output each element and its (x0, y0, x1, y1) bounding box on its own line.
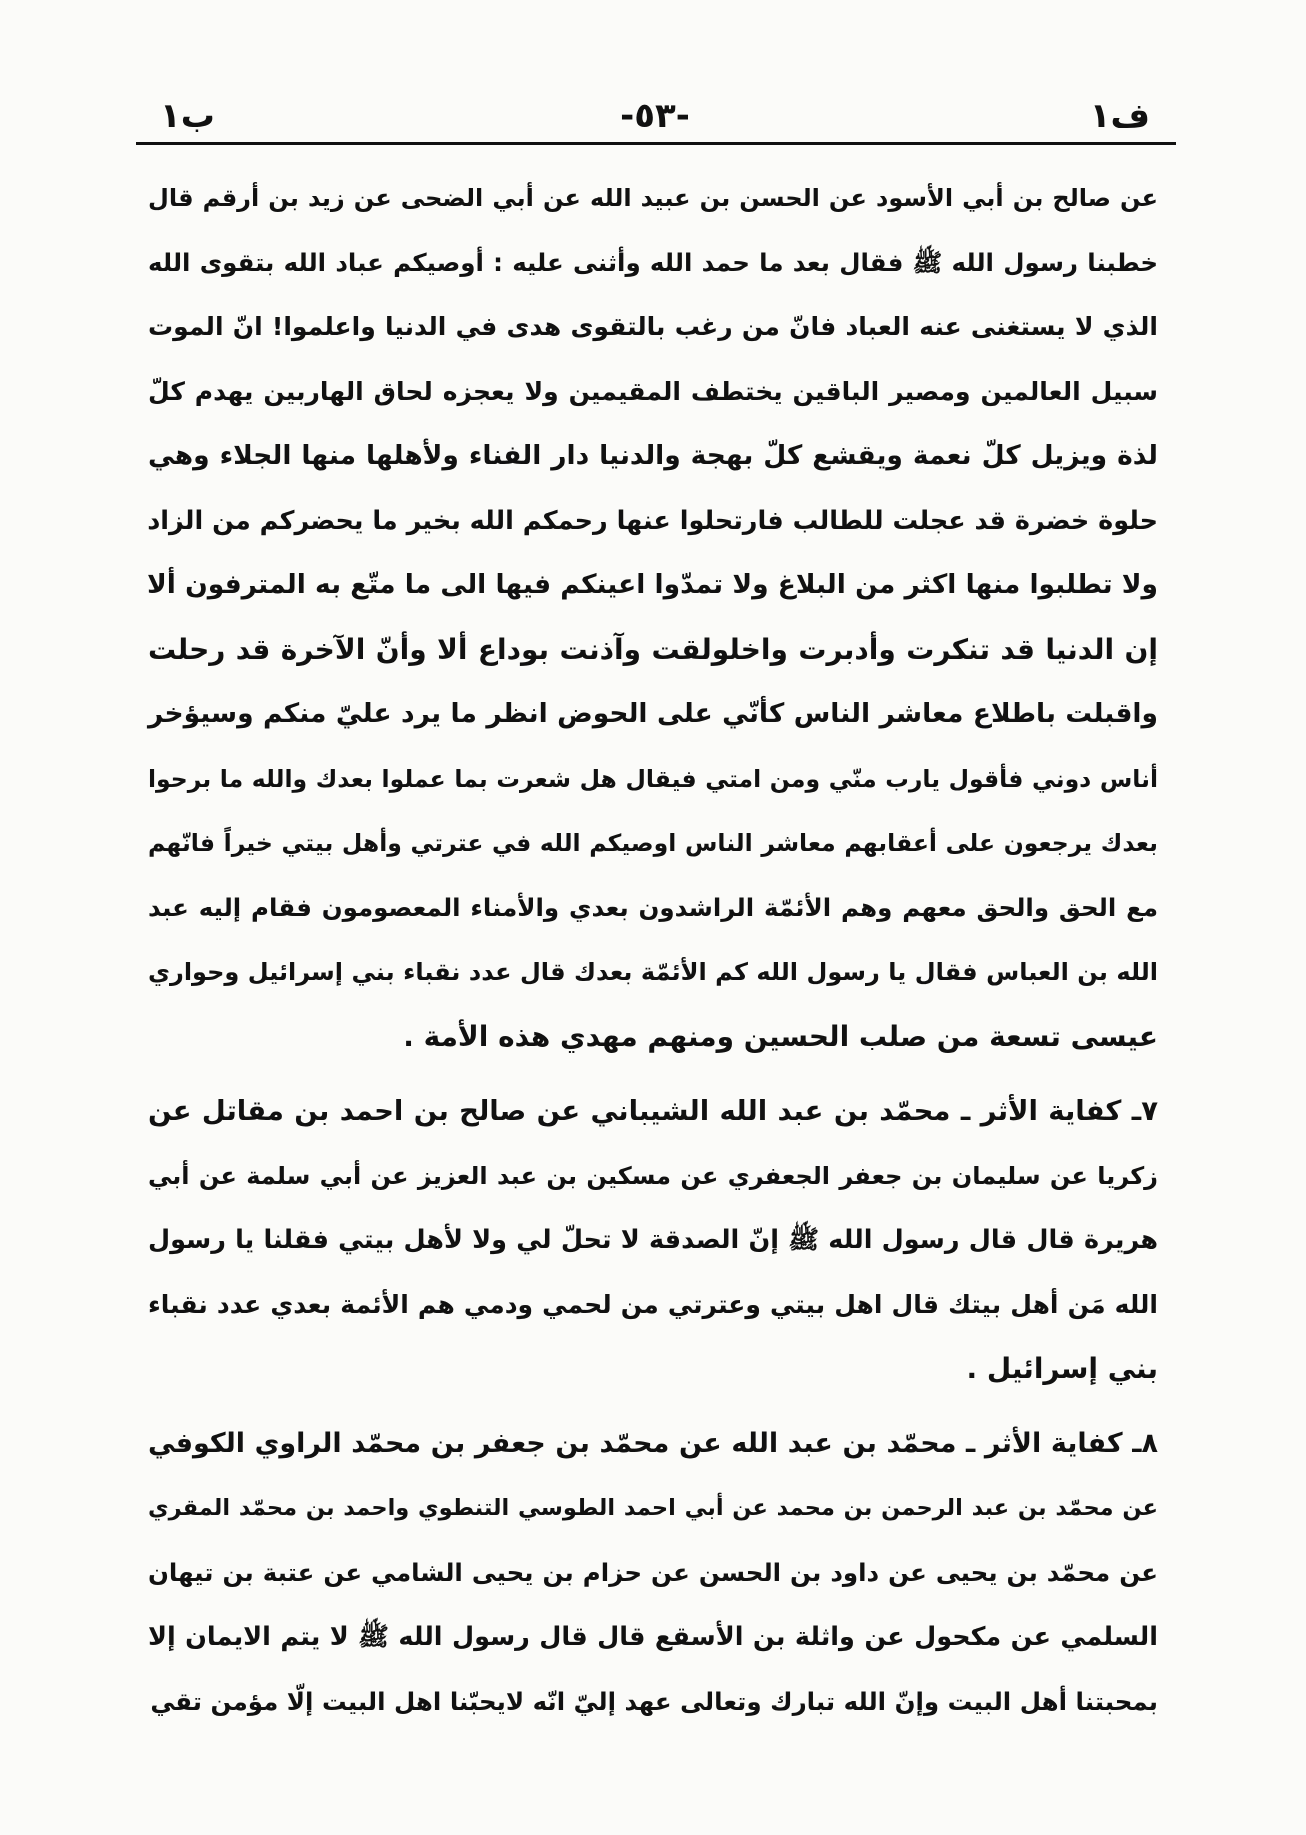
page-number: -٥٣- (620, 96, 690, 136)
header-rule (136, 142, 1176, 145)
text-line: حلوة خضرة قد عجلت للطالب فارتحلوا عنها رحمكم الله بخير ما يحضركم من الزاد (147, 505, 1158, 536)
text-line: واقبلت باطلاع معاشر الناس كأنّي على الحوض انظر ما يرد عليّ منكم وسيؤخر (148, 698, 1158, 729)
text-line: عن محمّد بن يحيى عن داود بن الحسن عن حزام بن يحيى الشامي عن عتبة بن تيهان (148, 1557, 1158, 1587)
paragraph (148, 1079, 1158, 1402)
text-line: عن محمّد بن عبد الرحمن بن محمد عن أبي احمد الطوسي التنطوي واحمد بن محمّد المقري (148, 1495, 1158, 1521)
text-line: عن صالح بن أبي الأسود عن الحسن بن عبيد الله عن أبي الضحى عن زيد بن أرقم قال (148, 184, 1158, 212)
text-line: ٧ـ كفاية الأثر ـ محمّد بن عبد الله الشيباني عن صالح بن احمد بن مقاتل عن (148, 1095, 1158, 1127)
text-line: الله بن العباس فقال يا رسول الله كم الأئمّة بعدك قال عدد نقباء بني إسرائيل وحواري (148, 958, 1158, 986)
folio-right: ف١ (1089, 96, 1150, 136)
page-header (140, 90, 1170, 146)
text-line: زكريا عن سليمان بن جعفر الجعفري عن مسكين بن عبد العزيز عن أبي سلمة عن أبي (148, 1161, 1158, 1190)
text-line: لذة ويزيل كلّ نعمة ويقشع كلّ بهجة والدنيا دار الفناء ولأهلها منها الجلاء وهي (148, 440, 1158, 471)
text-line: بمحبتنا أهل البيت وإنّ الله تبارك وتعالى عهد إليّ انّه لايحبّنا اهل البيت إلّا مؤمن تقي (150, 1686, 1158, 1716)
text-line: بني إسرائيل . (966, 1352, 1158, 1385)
text-line: ولا تطلبوا منها اكثر من البلاغ ولا تمدّوا اعينكم فيها الى ما متّع به المترفون ألا (147, 569, 1158, 600)
text-line: ٨ـ كفاية الأثر ـ محمّد بن عبد الله عن محمّد بن جعفر بن محمّد الراوي الكوفي (148, 1427, 1158, 1459)
folio-left: ب١ (160, 96, 215, 136)
text-line: بعدك يرجعون على أعقابهم معاشر الناس اوصيكم الله في عترتي وأهل بيتي خيراً فانّهم (148, 829, 1158, 857)
text-line: السلمي عن مكحول عن واثلة بن الأسقع قال قال رسول الله ﷺ لا يتم الايمان إلا (148, 1622, 1158, 1652)
text-line: أناس دوني فأقول يارب منّي ومن امتي فيقال هل شعرت بما عملوا بعدك والله ما برحوا (148, 764, 1158, 793)
text-line: خطبنا رسول الله ﷺ فقال بعد ما حمد الله وأثنى عليه : أوصيكم عباد الله بتقوى الله (148, 247, 1158, 277)
paragraph (148, 1412, 1158, 1735)
page-body (148, 166, 1158, 1734)
text-line: هريرة قال قال رسول الله ﷺ إنّ الصدقة لا تحلّ لي ولا لأهل بيتي فقلنا يا رسول (148, 1225, 1158, 1255)
text-line: الذي لا يستغنى عنه العباد فانّ من رغب بالتقوى هدى في الدنيا واعلموا! انّ الموت (148, 312, 1158, 341)
text-line: مع الحق والحق معهم وهم الأئمّة الراشدون بعدي والأمناء المعصومون فقام إليه عبد (148, 892, 1158, 922)
text-line: عيسى تسعة من صلب الحسين ومنهم مهدي هذه الأمة . (403, 1019, 1158, 1053)
paragraph (148, 166, 1158, 1069)
text-line: الله مَن أهل بيتك قال اهل بيتي وعترتي من لحمي ودمي هم الأئمة بعدي عدد نقباء (148, 1289, 1158, 1319)
text-line: إن الدنيا قد تنكرت وأدبرت واخلولقت وآذنت بوداع ألا وأنّ الآخرة قد رحلت (148, 632, 1158, 666)
text-line: سبيل العالمين ومصير الباقين يختطف المقيمين ولا يعجزه لحاق الهاربين يهدم كلّ (148, 376, 1158, 406)
